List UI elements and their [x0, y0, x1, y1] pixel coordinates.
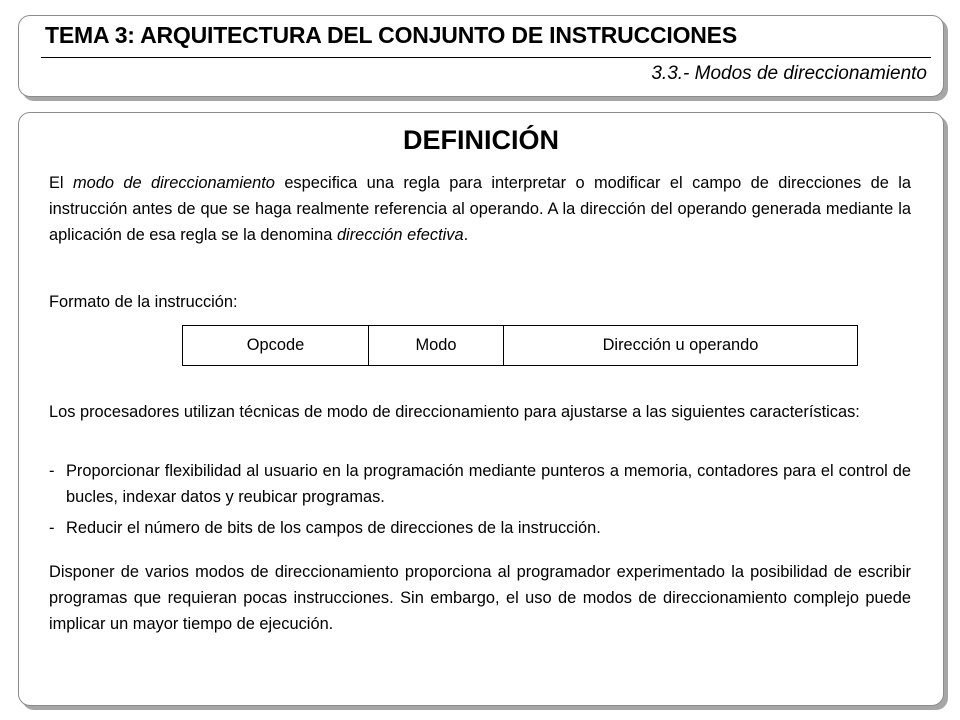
content-heading: DEFINICIÓN: [402, 125, 559, 155]
format-label: Formato de la instrucción:: [49, 293, 238, 311]
definition-text: .: [463, 226, 469, 244]
bullet-text: Reducir el número de bits de los campos de direcciones de la instrucción.: [66, 519, 601, 537]
definition-text: especifica una regla para interpretar o modificar el campo de direcciones de la instrucción antes de que se haga realmente referencia al operando. A la dirección del operando generada mediante la aplicación de esa regla se la denomina: [49, 174, 911, 244]
bullet-text: Proporcionar flexibilidad al usuario en la programación mediante punteros a memoria, contadores para el control de bucles, indexar datos y reubicar programas.: [66, 462, 911, 506]
slide-title: TEMA 3: ARQUITECTURA DEL CONJUNTO DE INSTRUCCIONES: [45, 22, 737, 48]
bullet-dash: -: [49, 462, 55, 480]
characteristics-paragraph: Los procesadores utilizan técnicas de modo de direccionamiento para ajustarse a las siguientes características:: [49, 403, 860, 421]
conclusion-paragraph: Disponer de varios modos de direccionamiento proporciona al programador experimentado la posibilidad de escribir programas que requieran pocas instrucciones. Sin embargo, el uso de modos de direccionamiento complejo puede implicar un mayor tiempo de ejecución.: [49, 563, 911, 633]
field-address-operand: Dirección u operando: [503, 326, 857, 365]
title-divider: [41, 57, 931, 58]
instruction-format-table: [182, 325, 858, 366]
section-subtitle: 3.3.- Modos de direccionamiento: [651, 63, 927, 84]
term-addressing-mode: modo de direccionamiento: [72, 174, 275, 192]
definition-text: El: [49, 174, 73, 192]
field-mode: Modo: [368, 326, 503, 365]
field-opcode: Opcode: [246, 336, 305, 354]
list-item: [49, 458, 911, 510]
definition-paragraph: [49, 170, 911, 248]
list-item: [49, 515, 911, 541]
term-effective-address: dirección efectiva: [336, 226, 464, 244]
header-panel: [18, 15, 944, 97]
content-panel: [18, 112, 944, 706]
bullet-dash: -: [49, 519, 55, 537]
